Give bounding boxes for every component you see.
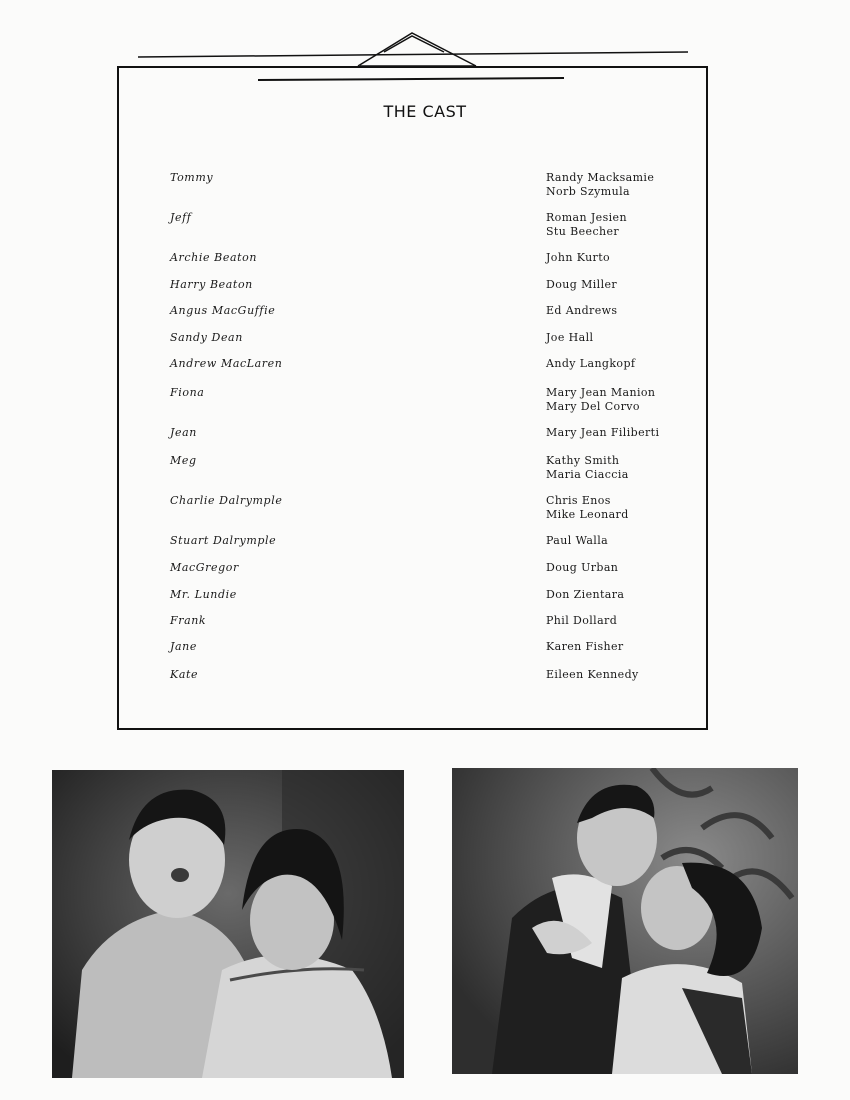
role-name: Charlie Dalrymple [170, 494, 283, 507]
actor-names [546, 454, 629, 481]
role-name: Andrew MacLaren [170, 357, 283, 370]
actor-name: Joe Hall [546, 331, 594, 344]
production-photo-2 [452, 768, 798, 1074]
actor-names [546, 331, 593, 345]
role-name: Angus MacGuffie [170, 304, 276, 317]
role-name: Jean [170, 426, 197, 439]
actor-name: Mary Jean Filiberti [546, 426, 660, 439]
role-name: Archie Beaton [170, 251, 258, 264]
actor-name: Mary Del Corvo [546, 399, 640, 413]
actor-names [546, 211, 627, 238]
actor-names [546, 304, 617, 318]
actor-name: Don Zientara [546, 588, 625, 601]
role-name: Jeff [170, 211, 192, 224]
actor-name: Doug Urban [546, 561, 619, 574]
actor-names [546, 534, 608, 548]
actor-names [546, 494, 629, 521]
actor-name: Norb Szymula [546, 184, 630, 198]
actor-name: Andy Langkopf [546, 357, 636, 370]
actor-names [546, 171, 654, 198]
actor-names [546, 588, 624, 602]
role-name: Frank [170, 614, 207, 627]
role-name: Stuart Dalrymple [170, 534, 277, 547]
actor-name: Doug Miller [546, 278, 618, 291]
role-name: Mr. Lundie [170, 588, 237, 601]
actor-name: Maria Ciaccia [546, 467, 629, 481]
actor-name: John Kurto [546, 251, 611, 264]
actor-name: Chris Enos [546, 494, 611, 507]
role-name: Tommy [170, 171, 214, 184]
actor-name: Randy Macksamie [546, 171, 655, 184]
role-name: MacGregor [170, 561, 239, 574]
actor-name: Phil Dollard [546, 614, 618, 627]
actor-name: Mike Leonard [546, 507, 629, 521]
actor-name: Karen Fisher [546, 640, 624, 653]
actor-names [546, 357, 635, 371]
role-name: Harry Beaton [170, 278, 253, 291]
actor-names [546, 426, 659, 440]
actor-names [546, 561, 618, 575]
page-title: THE CAST [383, 102, 467, 121]
actor-names [546, 614, 617, 628]
role-name: Fiona [170, 386, 205, 399]
actor-name: Mary Jean Manion [546, 386, 656, 399]
actor-names [546, 251, 610, 265]
production-photo-1 [52, 770, 404, 1078]
actor-name: Roman Jesien [546, 211, 627, 224]
role-name: Meg [170, 454, 197, 467]
role-name: Kate [170, 668, 199, 681]
actor-names [546, 278, 617, 292]
role-name: Sandy Dean [170, 331, 243, 344]
actor-name: Ed Andrews [546, 304, 618, 317]
actor-name: Paul Walla [546, 534, 609, 547]
actor-name: Kathy Smith [546, 454, 620, 467]
actor-names [546, 668, 639, 682]
actor-name: Eileen Kennedy [546, 668, 639, 681]
actor-names [546, 386, 655, 413]
role-name: Jane [170, 640, 197, 653]
actor-name: Stu Beecher [546, 224, 620, 238]
actor-names [546, 640, 624, 654]
